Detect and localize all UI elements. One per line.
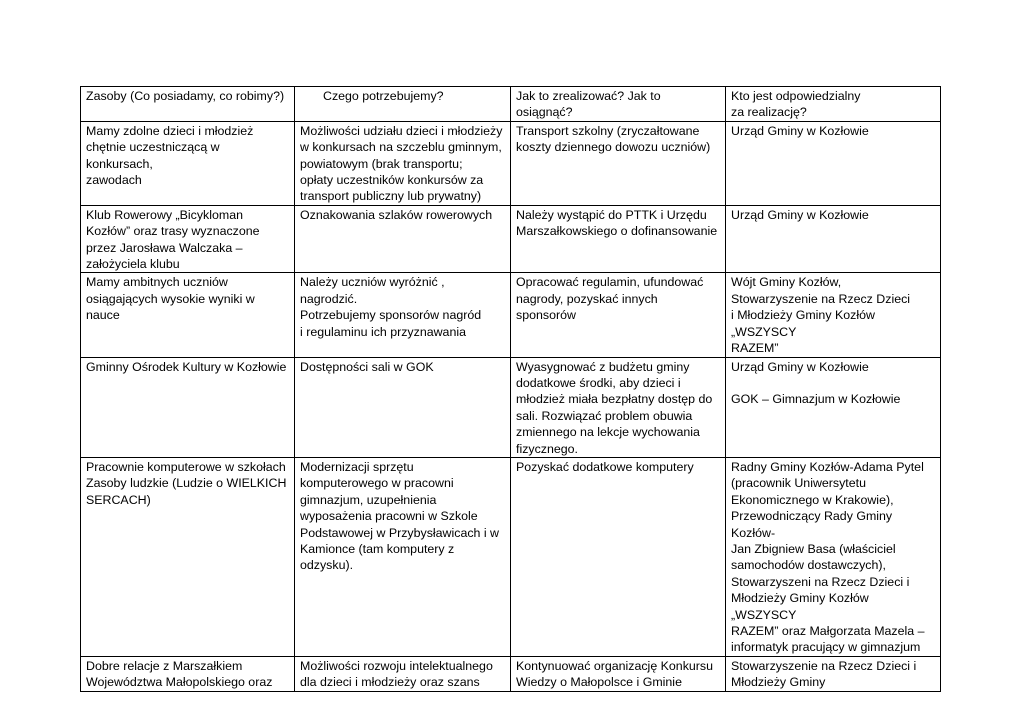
table-cell: Modernizacji sprzętu komputerowego w pracowni gimnazjum, uzupełnienia wyposażenia pracowni w Szkole Podstawowej w Przybysławicach i w Kamionce (tam komputery z odzysku).	[295, 457, 511, 656]
table-cell: Kontynuować organizację Konkursu Wiedzy o Małopolsce i Gminie	[511, 656, 726, 691]
table-header-row	[81, 87, 941, 122]
header-how: Jak to zrealizować? Jak to osiągnąć?	[511, 87, 726, 122]
header-resources: Zasoby (Co posiadamy, co robimy?)	[81, 87, 295, 122]
table-cell: Gminny Ośrodek Kultury w Kozłowie	[81, 357, 295, 457]
table-cell: Stowarzyszenie na Rzecz Dzieci i Młodzieży Gminy	[726, 656, 941, 691]
table-cell: Radny Gminy Kozłów-Adama Pytel (pracownik Uniwersytetu Ekonomicznego w Krakowie), Przewodniczący Rady Gminy Kozłów- Jan Zbigniew Basa (właściciel samochodów dostawczych), Stowarzyszeni na Rzecz Dzieci i Młodzieży Gminy Kozłów „WSZYSCY RAZEM” oraz Małgorzata Mazela – informatyk pracujący w gimnazjum	[726, 457, 941, 656]
header-needs: Czego potrzebujemy?	[295, 87, 511, 122]
table-row	[81, 205, 941, 273]
table-cell: Urząd Gminy w Kozłowie	[726, 205, 941, 273]
table-cell: Dobre relacje z Marszałkiem Województwa Małopolskiego oraz	[81, 656, 295, 691]
planning-table	[80, 86, 941, 692]
table-cell: Oznakowania szlaków rowerowych	[295, 205, 511, 273]
table-cell: Mamy ambitnych uczniów osiągających wysokie wyniki w nauce	[81, 273, 295, 357]
table-cell: Pozyskać dodatkowe komputery	[511, 457, 726, 656]
table-cell: Dostępności sali w GOK	[295, 357, 511, 457]
table-cell: Pracownie komputerowe w szkołach Zasoby ludzkie (Ludzie o WIELKICH SERCACH)	[81, 457, 295, 656]
table-row	[81, 357, 941, 457]
header-responsible: Kto jest odpowiedzialny za realizację?	[726, 87, 941, 122]
table-row	[81, 273, 941, 357]
table-cell: Urząd Gminy w Kozłowie	[726, 121, 941, 205]
table-row	[81, 457, 941, 656]
table-row	[81, 656, 941, 691]
table-cell: Mamy zdolne dzieci i młodzież chętnie uczestniczącą w konkursach, zawodach	[81, 121, 295, 205]
table-cell: Wójt Gminy Kozłów, Stowarzyszenie na Rzecz Dzieci i Młodzieży Gminy Kozłów „WSZYSCY RAZEM”	[726, 273, 941, 357]
table-cell: Urząd Gminy w Kozłowie GOK – Gimnazjum w Kozłowie	[726, 357, 941, 457]
table-cell: Należy wystąpić do PTTK i Urzędu Marszałkowskiego o dofinansowanie	[511, 205, 726, 273]
table-row	[81, 121, 941, 205]
table-cell: Wyasygnować z budżetu gminy dodatkowe środki, aby dzieci i młodzież miała bezpłatny dostęp do sali. Rozwiązać problem obuwia zmiennego na lekcje wychowania fizycznego.	[511, 357, 726, 457]
table-cell: Możliwości rozwoju intelektualnego dla dzieci i młodzieży oraz szans	[295, 656, 511, 691]
table-cell: Opracować regulamin, ufundować nagrody, pozyskać innych sponsorów	[511, 273, 726, 357]
table-cell: Należy uczniów wyróżnić , nagrodzić. Potrzebujemy sponsorów nagród i regulaminu ich przyznawania	[295, 273, 511, 357]
table-cell: Transport szkolny (zryczałtowane koszty dziennego dowozu uczniów)	[511, 121, 726, 205]
table-cell: Klub Rowerowy „Bicykloman Kozłów” oraz trasy wyznaczone przez Jarosława Walczaka – założyciela klubu	[81, 205, 295, 273]
table-cell: Możliwości udziału dzieci i młodzieży w konkursach na szczeblu gminnym, powiatowym (brak transportu; opłaty uczestników konkursów za transport publiczny lub prywatny)	[295, 121, 511, 205]
